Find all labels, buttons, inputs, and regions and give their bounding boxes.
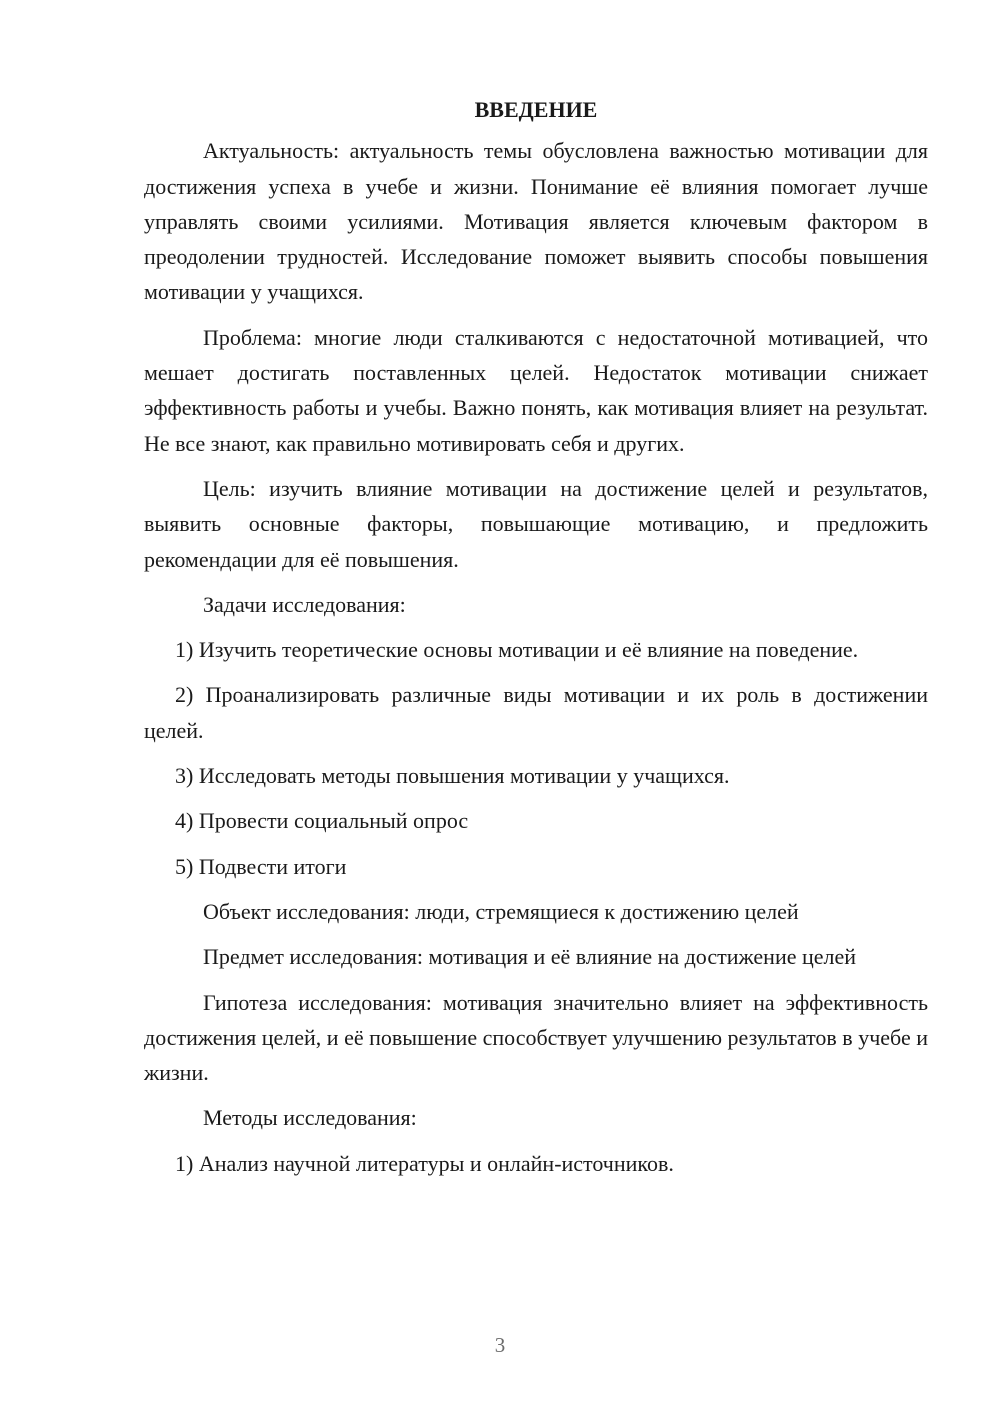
object-paragraph: Объект исследования: люди, стремящиеся к достижению целей [203, 898, 799, 924]
hypothesis-paragraph: Гипотеза исследования: мотивация значительно влияет на эффективность достижения целей, и её повышение способствует улучшению результатов в учебе и жизни. [144, 989, 928, 1086]
goal-paragraph: Цель: изучить влияние мотивации на достижение целей и результатов, выявить основные факторы, повышающие мотивацию, и предложить рекомендации для её повышения. [144, 475, 928, 572]
task-item-4: 4) Провести социальный опрос [175, 808, 469, 834]
task-item-5: 5) Подвести итоги [175, 853, 347, 879]
task-item-2: 2) Проанализировать различные виды мотивации и их роль в достижении целей. [144, 682, 928, 743]
document-page [144, 92, 928, 1191]
methods-title: Методы исследования: [203, 1105, 417, 1131]
page-number: 3 [494, 1333, 506, 1357]
relevance-paragraph: Актуальность: актуальность темы обусловлена важностью мотивации для достижения успеха в учебе и жизни. Понимание её влияния помогает лучше управлять своими усилиями. Мотивация является ключевым фактором в преодолении трудностей. Исследование поможет выявить способы повышения мотивации у учащихся. [144, 138, 928, 305]
page-title: ВВЕДЕНИЕ [474, 97, 598, 122]
task-item-3: 3) Исследовать методы повышения мотивации у учащихся. [175, 763, 730, 789]
tasks-title: Задачи исследования: [203, 591, 406, 617]
task-item-1: 1) Изучить теоретические основы мотивации и её влияние на поведение. [175, 637, 859, 663]
subject-paragraph: Предмет исследования: мотивация и её влияние на достижение целей [203, 944, 857, 970]
problem-paragraph: Проблема: многие люди сталкиваются с недостаточной мотивацией, что мешает достигать поставленных целей. Недостаток мотивации снижает эффективность работы и учебы. Важно понять, как мотивация влияет на результат. Не все знают, как правильно мотивировать себя и других. [144, 324, 928, 456]
method-item-1: 1) Анализ научной литературы и онлайн-источников. [175, 1150, 674, 1176]
